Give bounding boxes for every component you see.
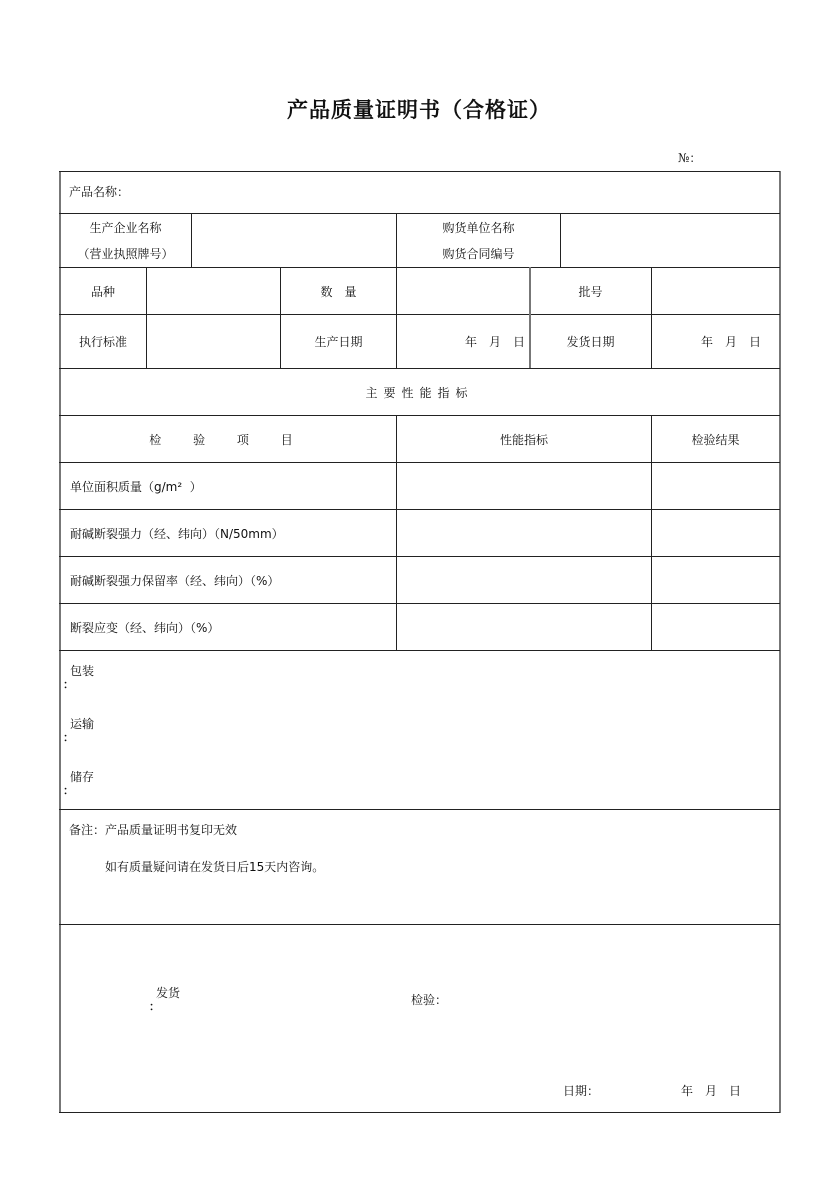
row-line bbox=[59, 1112, 780, 1113]
table-row-index-field[interactable] bbox=[397, 510, 651, 556]
certificate-number-label: №： bbox=[678, 151, 702, 165]
batch-label: 批号 bbox=[578, 284, 603, 299]
product-name-label: 产品名称： bbox=[69, 185, 130, 199]
table-row-item: 耐碱断裂强力保留率（经、纬向）（%） bbox=[70, 573, 280, 588]
transport-label: 运输 bbox=[70, 717, 95, 731]
shipper-label: 发货 bbox=[156, 986, 181, 1000]
variety-label: 品种 bbox=[90, 284, 115, 299]
shipper-signature-field[interactable] bbox=[190, 980, 370, 1010]
storage-colon: ： bbox=[63, 784, 74, 797]
table-row-item: 断裂应变（经、纬向）（%） bbox=[70, 620, 220, 635]
production-date-label: 生产日期 bbox=[314, 335, 363, 349]
signature-date-value[interactable]: 年 月 日 bbox=[681, 1084, 742, 1098]
column-header-result: 检验结果 bbox=[691, 432, 740, 447]
production-date-field[interactable]: 年 月 日 bbox=[464, 335, 525, 349]
table-row-index-field[interactable] bbox=[397, 604, 651, 650]
row-line bbox=[59, 924, 780, 925]
document-title: 产品质量证明书（合格证） bbox=[287, 97, 551, 122]
product-name-field[interactable] bbox=[140, 172, 778, 212]
row-line bbox=[59, 650, 780, 651]
manufacturer-label bbox=[60, 214, 191, 267]
table-row-index-field[interactable] bbox=[397, 463, 651, 509]
manufacturer-label-line2: （营业执照牌号） bbox=[77, 246, 174, 261]
performance-section-title: 主要性能指标 bbox=[365, 385, 474, 400]
packaging-colon: ： bbox=[63, 678, 74, 691]
buyer-field[interactable] bbox=[561, 214, 779, 267]
table-row-result-field[interactable] bbox=[652, 557, 779, 603]
column-header-item: 检 验 项 目 bbox=[149, 432, 307, 447]
signature-date-label: 日期： bbox=[563, 1084, 600, 1098]
buyer-label-line2: 购货合同编号 bbox=[442, 246, 515, 261]
shipping-date-field[interactable]: 年 月 日 bbox=[700, 335, 761, 349]
column-header-index: 性能指标 bbox=[499, 432, 548, 447]
notes-line-2: 如有质量疑问请在发货日后15天内咨询。 bbox=[105, 860, 325, 874]
inspector-signature-field[interactable] bbox=[452, 985, 632, 1015]
manufacturer-field[interactable] bbox=[192, 214, 396, 267]
buyer-label bbox=[397, 214, 560, 267]
batch-field[interactable] bbox=[652, 268, 779, 314]
table-row-index-field[interactable] bbox=[397, 557, 651, 603]
storage-label: 储存 bbox=[70, 770, 95, 784]
shipping-date-label: 发货日期 bbox=[566, 335, 615, 349]
buyer-label-line1: 购货单位名称 bbox=[442, 220, 515, 235]
standard-field[interactable] bbox=[147, 315, 280, 368]
quantity-label: 数 量 bbox=[320, 284, 357, 299]
table-row-item: 耐碱断裂强力（经、纬向）（N/50mm） bbox=[70, 526, 284, 541]
quantity-field[interactable] bbox=[397, 268, 529, 314]
packaging-label: 包装 bbox=[70, 664, 95, 678]
table-row-result-field[interactable] bbox=[652, 604, 779, 650]
table-row-item: 单位面积质量（g/m² ） bbox=[70, 479, 202, 494]
row-line bbox=[59, 809, 780, 810]
inspector-label: 检验： bbox=[411, 993, 448, 1007]
transport-colon: ： bbox=[63, 731, 74, 744]
table-border-right bbox=[779, 171, 781, 1113]
table-row-result-field[interactable] bbox=[652, 463, 779, 509]
shipper-colon: ： bbox=[149, 1000, 160, 1013]
standard-label: 执行标准 bbox=[78, 335, 127, 349]
variety-field[interactable] bbox=[147, 268, 280, 314]
notes-line-1: 备注：产品质量证明书复印无效 bbox=[69, 823, 238, 837]
table-row-result-field[interactable] bbox=[652, 510, 779, 556]
manufacturer-label-line1: 生产企业名称 bbox=[89, 220, 162, 235]
